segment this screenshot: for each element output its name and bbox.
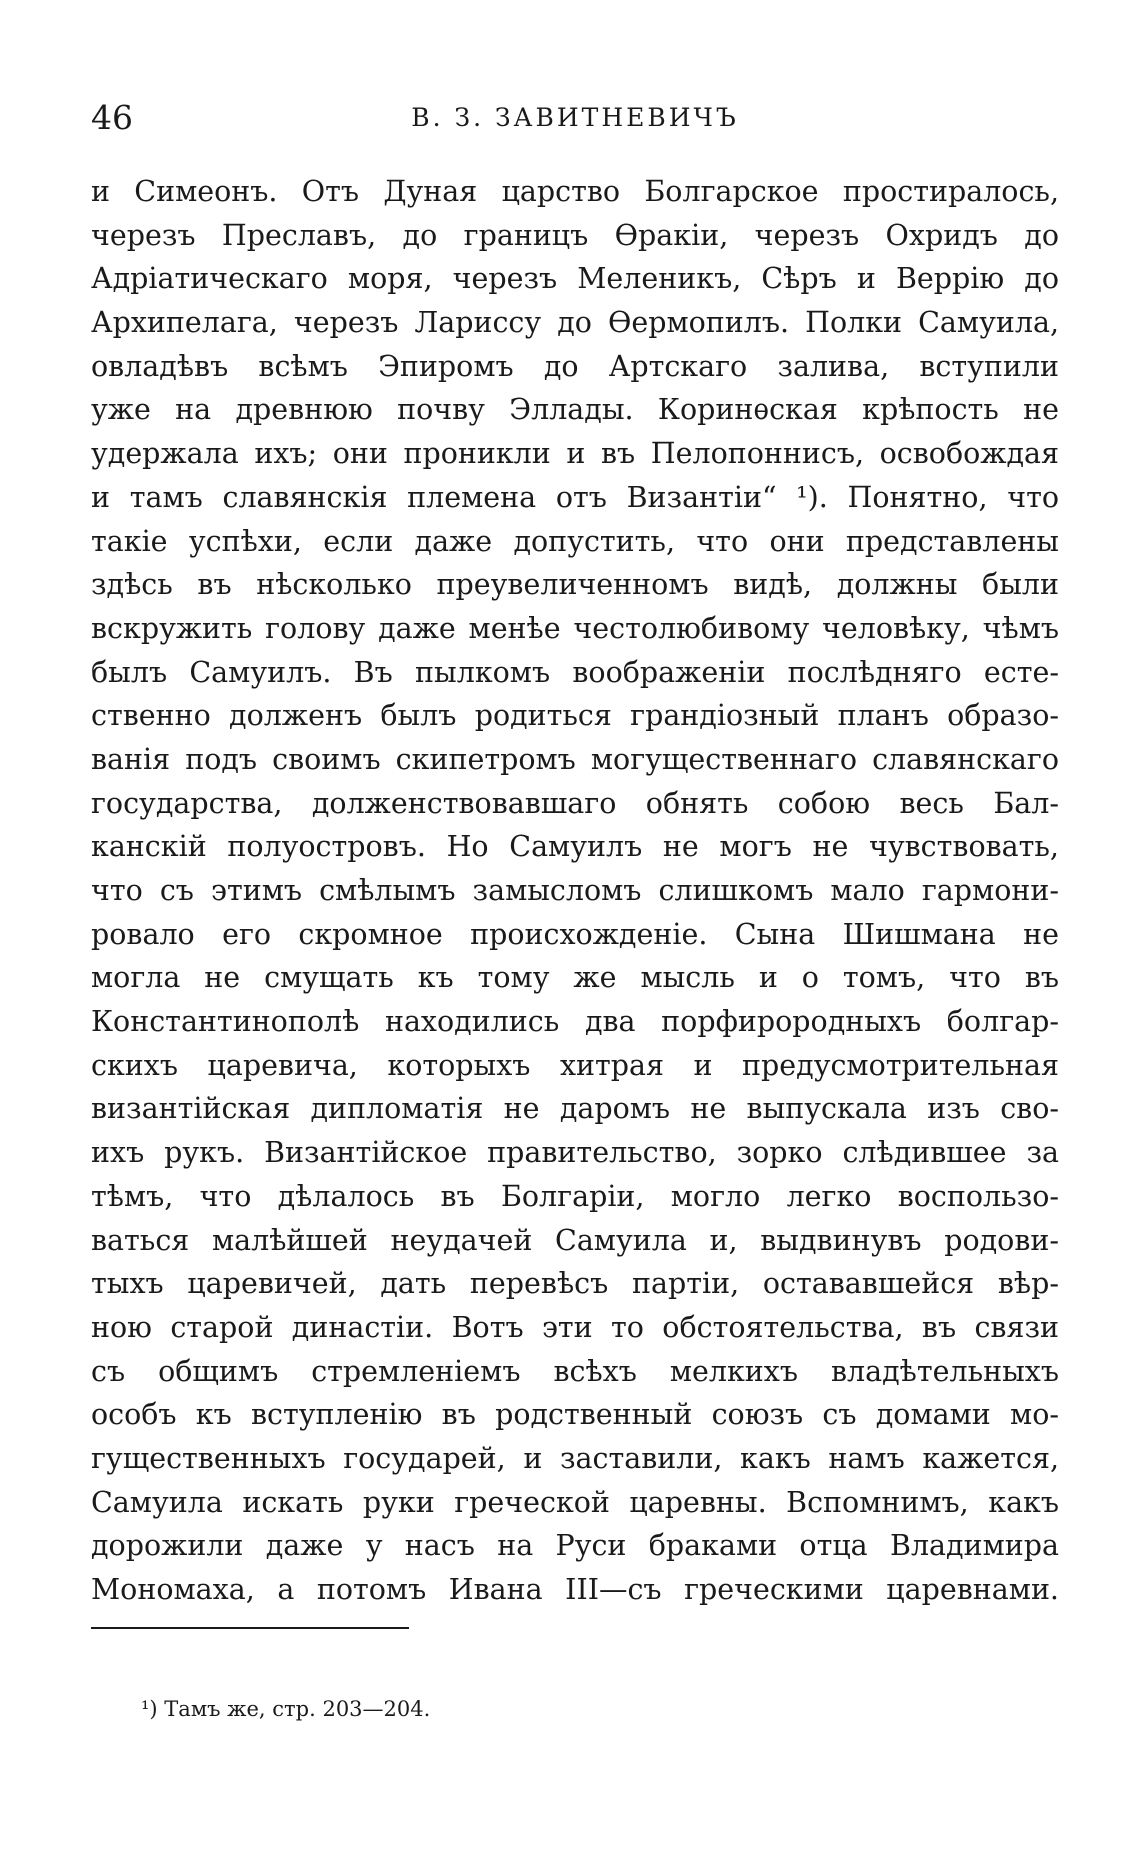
text-line: дорожили даже у насъ на Руси браками отца Владимира xyxy=(91,1529,1059,1563)
running-head: В. З. ЗАВИТНЕВИЧЪ xyxy=(411,103,739,132)
text-line: овладѣвъ всѣмъ Эпиромъ до Артскаго залива, вступили xyxy=(91,349,1059,383)
text-line: удержала ихъ; они проникли и въ Пелопоннисъ, освобождая xyxy=(91,437,1059,471)
text-line: могла не смущать къ тому же мысль и о томъ, что въ xyxy=(91,961,1059,995)
text-line: Константинополѣ находились два порфирородныхъ болгар- xyxy=(91,1005,1059,1039)
text-line: Адріатическаго моря, черезъ Меленикъ, Сѣръ и Веррію до xyxy=(91,262,1059,296)
text-line: государства, долженствовавшаго обнять собою весь Бал- xyxy=(91,786,1059,820)
text-line: такіе успѣхи, если даже допустить, что они представлены xyxy=(91,524,1059,558)
text-line: ровало его скромное происхожденіе. Сына Шишмана не xyxy=(91,917,1059,951)
footnote: ¹) Тамъ же, стр. 203—204. xyxy=(141,1697,431,1721)
text-line: ственно долженъ былъ родиться грандіозный планъ образо- xyxy=(91,699,1059,733)
body-text xyxy=(91,170,1059,1612)
text-line: ванія подъ своимъ скипетромъ могущественнаго славянскаго xyxy=(91,742,1059,776)
page-header xyxy=(91,98,1059,138)
text-line: тыхъ царевичей, дать перевѣсъ партіи, остававшейся вѣр- xyxy=(91,1267,1059,1301)
text-line: тѣмъ, что дѣлалось въ Болгаріи, могло легко воспользо- xyxy=(91,1179,1059,1213)
text-line: былъ Самуилъ. Въ пылкомъ воображеніи послѣдняго есте- xyxy=(91,655,1059,689)
text-line: гущественныхъ государей, и заставили, какъ намъ кажется, xyxy=(91,1441,1059,1475)
text-line: Самуила искать руки греческой царевны. Вспомнимъ, какъ xyxy=(91,1485,1059,1519)
text-line: съ общимъ стремленіемъ всѣхъ мелкихъ владѣтельныхъ xyxy=(91,1354,1059,1388)
text-line: ваться малѣйшей неудачей Самуила и, выдвинувъ родови- xyxy=(91,1223,1059,1257)
text-line: здѣсь въ нѣсколько преувеличенномъ видѣ, должны были xyxy=(91,568,1059,602)
text-line: византійская дипломатія не даромъ не выпускала изъ сво- xyxy=(91,1092,1059,1126)
text-line: и Симеонъ. Отъ Дуная царство Болгарское простиралось, xyxy=(91,175,1059,208)
text-line: особъ къ вступленію въ родственный союзъ съ домами мо- xyxy=(91,1398,1059,1432)
footnote-rule xyxy=(91,1627,409,1629)
text-line: уже на древнюю почву Эллады. Коринѳская крѣпость не xyxy=(91,393,1059,427)
text-line: скихъ царевича, которыхъ хитрая и предусмотрительная xyxy=(91,1048,1059,1082)
text-line: что съ этимъ смѣлымъ замысломъ слишкомъ мало гармони- xyxy=(91,874,1059,907)
text-line: канскій полуостровъ. Но Самуилъ не могъ не чувствовать, xyxy=(91,830,1059,864)
text-line: черезъ Преславъ, до границъ Ѳракіи, черезъ Охридъ до xyxy=(91,218,1059,252)
page-number: 46 xyxy=(91,98,133,137)
text-line: Архипелага, черезъ Лариссу до Ѳермопилъ. Полки Самуила, xyxy=(91,306,1059,340)
text-line: вскружить голову даже менѣе честолюбивому человѣку, чѣмъ xyxy=(91,611,1059,645)
text-line: Мономаха, а потомъ Ивана III—съ греческими царевнами. xyxy=(91,1573,1059,1606)
text-line: и тамъ славянскія племена отъ Византіи“ ¹). Понятно, что xyxy=(91,480,1059,514)
text-line: ною старой династіи. Вотъ эти то обстоятельства, въ связи xyxy=(91,1310,1059,1344)
text-line: ихъ рукъ. Византійское правительство, зорко слѣдившее за xyxy=(91,1136,1059,1170)
